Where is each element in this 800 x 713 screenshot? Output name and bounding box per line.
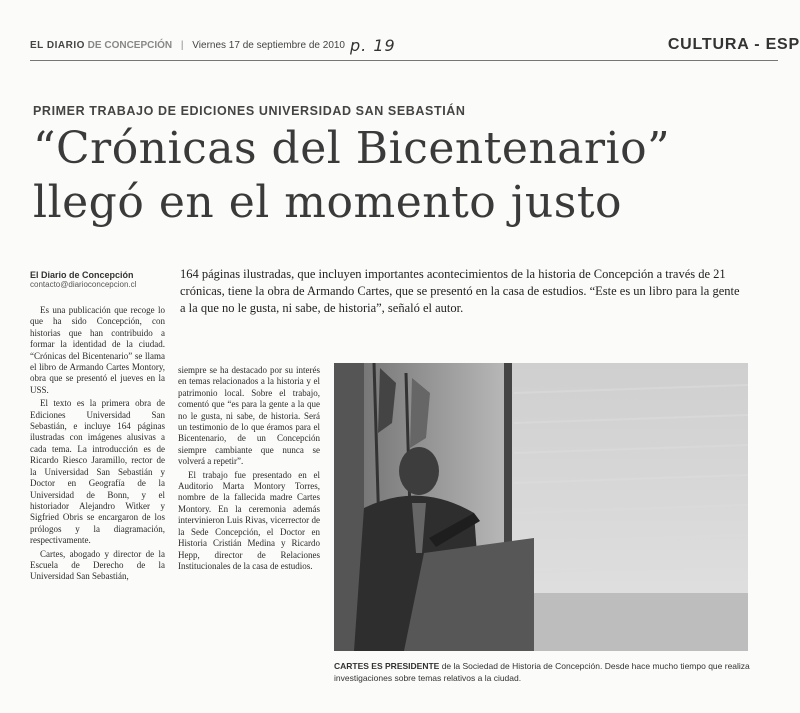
article-byline [30, 270, 136, 289]
issue-date: Viernes 17 de septiembre de 2010 [192, 40, 345, 51]
caption-lead: CARTES ES PRESIDENTE [334, 661, 440, 671]
header-separator: | [180, 40, 184, 51]
byline-email: contacto@diarioconcepcion.cl [30, 280, 137, 289]
body-paragraph: El trabajo fue presentado en el Auditorio Marta Montory Torres, nombre de la fallecida madre Cartes Montory. En la ceremonia además intervinieron Luis Rivas, vicerrector de la Sede Concepción, el Doctor en Historia Cristián Medina y Ricardo Hepp, director de Relaciones Institucionales de la casa de estudios. [178, 469, 320, 571]
body-paragraph: Cartes, abogado y director de la Escuela de Derecho de la Universidad San Sebastián, [30, 548, 165, 582]
newspaper-brand: EL DIARIO [30, 40, 85, 51]
byline-name: El Diario de Concepción [30, 270, 134, 280]
caption-text: de la Sociedad de Historia de Concepción. Desde hace mucho tiempo que realiza investigaciones sobre temas relativos a la ciudad. [334, 661, 750, 683]
headline-line-2: llegó en el momento justo [33, 177, 622, 228]
article-headline [33, 122, 670, 230]
headline-line-1: “Crónicas del Bicentenario” [33, 123, 671, 174]
newspaper-brand-suffix: DE CONCEPCIÓN [87, 40, 173, 51]
body-paragraph: siempre se ha destacado por su interés en temas relacionados a la historia y el patrimonio local. Sobre el trabajo, comentó que “es para la gente a la que no le gusta, ni sabe, de historia. Será un testimonio de lo que éramos para el Bicentenario, de un Concepción siempre cambiante que nunca se volverá a repetir”. [178, 365, 320, 467]
handwritten-page-note: p. 19 [350, 36, 396, 55]
article-kicker: PRIMER TRABAJO DE EDICIONES UNIVERSIDAD SAN SEBASTIÁN [33, 104, 466, 118]
article-photo [334, 363, 748, 651]
body-column-2 [178, 365, 320, 574]
header-rule [30, 60, 778, 61]
page-header [30, 40, 345, 58]
photo-image [334, 363, 748, 651]
body-paragraph: Es una publicación que recoge lo que ha sido Concepción, con historias que han contribuido a formar la identidad de la ciudad. “Crónicas del Bicentenario” se llama el libro de Armando Cartes Montory, obra que se presentó el jueves en la USS. [30, 305, 165, 395]
article-lede: 164 páginas ilustradas, que incluyen importantes acontecimientos de la historia de Concepción a través de 21 crónicas, tiene la obra de Armando Cartes, que se presentó en la casa de estudios. “Este es un libro para la gente a la que no le gusta, ni sabe, de historia”, señaló el autor. [180, 267, 740, 315]
section-label: CULTURA - ESP [667, 36, 800, 53]
body-column-1 [30, 305, 165, 585]
body-paragraph: El texto es la primera obra de Ediciones Universidad San Sebastián, e incluye 164 páginas ilustradas con imágenes alusivas a cada tema. La introducción es de Ricardo Riesco Jaramillo, rector de la Universidad San Sebastián y Doctor en Geografía de la Universidad de Bonn, y el historiador Alejandro Witker y Sigfried Obris se encargaron de los prólogos y la diagramación, respectivamente. [30, 398, 165, 546]
photo-caption [334, 660, 764, 684]
